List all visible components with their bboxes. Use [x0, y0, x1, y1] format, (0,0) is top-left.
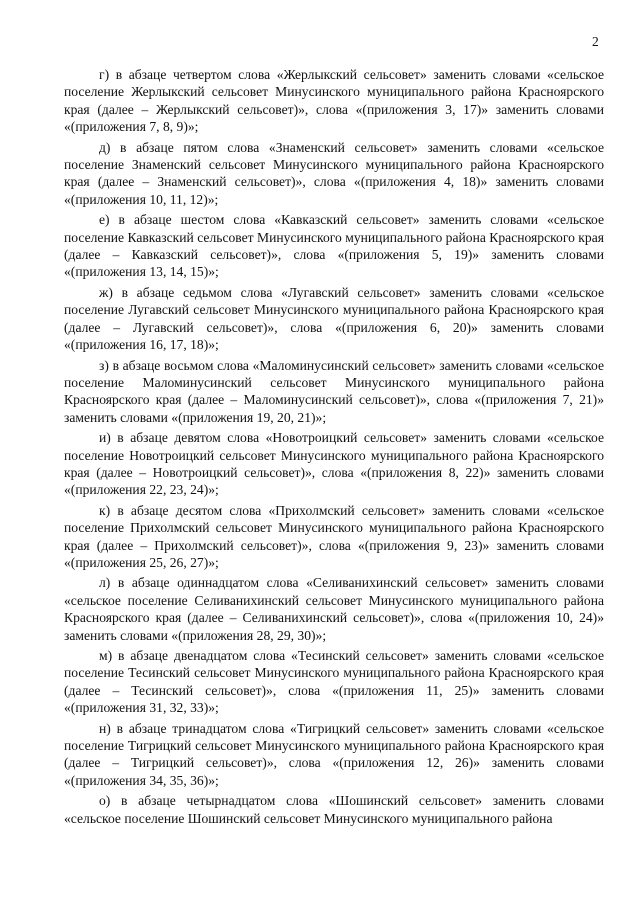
paragraph-k: к) в абзаце десятом слова «Прихолмский сельсовет» заменить словами «сельское поселение Прихолмский сельсовет Минусинского муниципального района Красноярского края (далее – Прихолмский сельсовет)», слова «(приложения 9, 23)» заменить словами «(приложения 25, 26, 27)»; — [64, 502, 604, 570]
paragraph-l: л) в абзаце одиннадцатом слова «Селиванихинский сельсовет» заменить словами «сельское поселение Селиванихинский сельсовет Минусинского муниципального района Красноярского края (далее – Селиванихинский сельсовет)», слова «(приложения 10, 24)» заменить словами «(приложения 28, 29, 30)»; — [64, 575, 604, 643]
page-number: 2 — [592, 34, 599, 49]
paragraph-i: и) в абзаце девятом слова «Новотроицкий сельсовет» заменить словами «сельское поселение Новотроицкий сельсовет Минусинского муниципального района Красноярского края (далее – Новотроицкий сельсовет)», слова «(приложения 8, 22)» заменить словами «(приложения 22, 23, 24)»; — [64, 430, 604, 498]
document-body — [64, 66, 604, 830]
paragraph-d: д) в абзаце пятом слова «Знаменский сельсовет» заменить словами «сельское поселение Знаменский сельсовет Минусинского муниципального района Красноярского края (далее – Знаменский сельсовет)», слова «(приложения 4, 18)» заменить словами «(приложения 10, 11, 12)»; — [64, 139, 604, 207]
paragraph-n: н) в абзаце тринадцатом слова «Тигрицкий сельсовет» заменить словами «сельское поселение Тигрицкий сельсовет Минусинского муниципального района Красноярского края (далее – Тигрицкий сельсовет)», слова «(приложения 12, 26)» заменить словами «(приложения 34, 35, 36)»; — [64, 720, 604, 788]
paragraph-e: е) в абзаце шестом слова «Кавказский сельсовет» заменить словами «сельское поселение Кавказский сельсовет Минусинского муниципального района Красноярского края (далее – Кавказский сельсовет)», слова «(приложения 5, 19)» заменить словами «(приложения 13, 14, 15)»; — [64, 212, 604, 280]
paragraph-o: о) в абзаце четырнадцатом слова «Шошинский сельсовет» заменить словами «сельское поселение Шошинский сельсовет Минусинского муниципального района — [64, 793, 604, 826]
paragraph-g: г) в абзаце четвертом слова «Жерлыкский сельсовет» заменить словами «сельское поселение Жерлыкский сельсовет Минусинского муниципального района Красноярского края (далее – Жерлыкский сельсовет)», слова «(приложения 3, 17)» заменить словами «(приложения 7, 8, 9)»; — [64, 67, 604, 135]
paragraph-m: м) в абзаце двенадцатом слова «Тесинский сельсовет» заменить словами «сельское поселение Тесинский сельсовет Минусинского муниципального района Красноярского края (далее – Тесинский сельсовет)», слова «(приложения 11, 25)» заменить словами «(приложения 31, 32, 33)»; — [64, 648, 604, 716]
paragraph-zh: ж) в абзаце седьмом слова «Лугавский сельсовет» заменить словами «сельское поселение Лугавский сельсовет Минусинского муниципального района Красноярского края (далее – Лугавский сельсовет)», слова «(приложения 6, 20)» заменить словами «(приложения 16, 17, 18)»; — [64, 284, 604, 353]
paragraph-z: з) в абзаце восьмом слова «Маломинусинский сельсовет» заменить словами «сельское поселение Маломинусинский сельсовет Минусинского муниципального района Красноярского края (далее – Маломинусинский сельсовет)», слова «(приложения 7, 21)» заменить словами «(приложения 19, 20, 21)»; — [64, 357, 604, 425]
